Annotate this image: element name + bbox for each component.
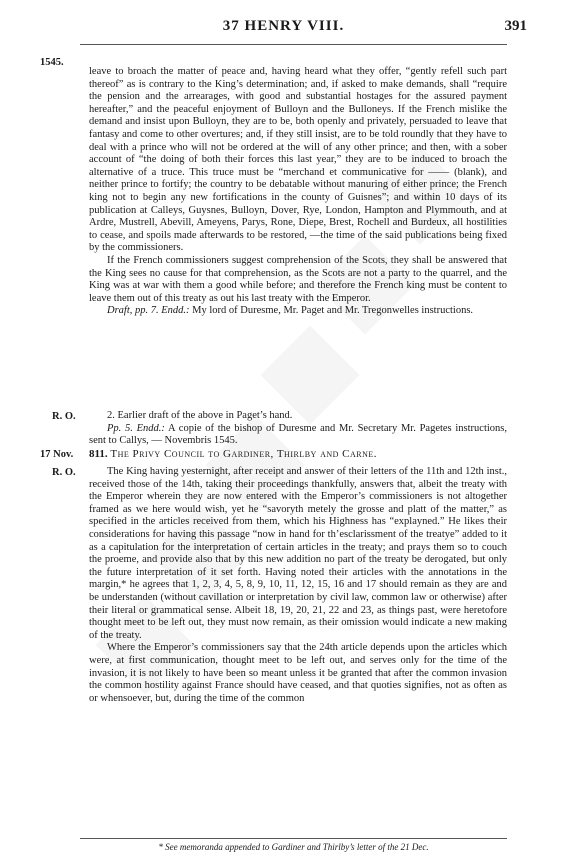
running-title: 37 HENRY VIII.: [222, 18, 345, 34]
margin-source-ro: R. O.: [52, 467, 76, 478]
header-rule: [80, 44, 507, 45]
footnote-rule: [80, 838, 507, 839]
page-number: 391: [504, 18, 527, 34]
entry-810-item2: [89, 410, 507, 448]
paragraph: leave to broach the matter of peace and, having heard what they offer, “gently refell such part thereof” as is contrary to the King’s determination; and, if asked to make demands, shall “require the pension and the arrearages, with good and substantial hostages for the assured payment hereafter,” and the peaceful enjoyment of Bulloyn and the Bulloneys. If the French mislike the demand and insist upon Bulloyn, they are to be, both openly and privately, persuaded to leave that fantasy and come to other overtures; and, if they still insist, are to be told roundly that they have to deal with a prince who will not be ordered at the will of any other prince; and then, with a sober account of “the doing of both their forces this last year,” they are to be induced to broach the alternative of a truce. This truce must be “merchand et communicative for —— (blank), and neither prince to fortify; the country to be debatable without manuring of either prince; the French king not to begin any new fortifications in the county of Guisnes”; and within 10 days of its publication at Calleys, Guysnes, Bulloyn, Dover, Rye, London, Hampton and Plymmouth, and at Ardre, Mustrell, Abevill, Ameyens, Parys, Rone, Diepe, Brest, Rochell and Burdeux, all hostilities to cease, and spoils made afterwards to be restored, —the time of the said publications being fixed by the commissioners.: [89, 66, 507, 254]
paragraph: If the French commissioners suggest comprehension of the Scots, they shall be answered that the King sees no cause for that comprehension, as the Scots are not a party to the quarrel, and the King was at war with them a good while before; and therefore the French king must be content to leave them out of this treaty as out his last treaty with the Emperor.: [89, 254, 507, 304]
item-2-note: [89, 423, 507, 448]
item-2-text: A copie of the bishop of Duresme and Mr. Secretary Mr. Pagetes instructions, sent to Callys, — Novembris 1545.: [89, 422, 507, 447]
item-2: 2. Earlier draft of the above in Paget’s hand.: [107, 410, 293, 421]
entry-number: 811.: [89, 448, 108, 460]
entry-title: The Privy Council to Gardiner, Thirlby and Carne.: [110, 448, 378, 460]
page-header: [0, 18, 567, 42]
footnote: * See memoranda appended to Gardiner and Thirlby’s letter of the 21 Dec.: [158, 842, 429, 852]
entry-811-heading: [89, 448, 507, 461]
entry-810-body: [89, 66, 507, 318]
margin-date: 17 Nov.: [40, 449, 74, 460]
margin-year: 1545.: [40, 57, 64, 68]
item-2-label: Pp. 5. Endd.:: [107, 422, 165, 434]
draft-text: My lord of Duresme, Mr. Paget and Mr. Tregonwelles instructions.: [189, 305, 474, 317]
entry-811-body: [89, 466, 507, 705]
draft-note: [89, 305, 507, 318]
paragraph: Where the Emperor’s commissioners say that the 24th article depends upon the articles which were, at first communication, thought meet to be left out, and serves only for the time of the invasion, it is not likely to have been so meant unless it be granted that after the common invasion the common hostility against France should have ceased, and that quoties signifies, not as often as or whensoever, but, during the time of the common: [89, 642, 507, 704]
paragraph: The King having yesternight, after receipt and answer of their letters of the 11th and 12th inst., received those of the 14th, taking their proceedings thankfully, answers that, albeit the treaty with the Emperor wherein they are now entered with the Emperor’s commissioners is not altogether framed as we here would wish, yet he “savoryth metely the grosse and platt of the matter,” as specified in the articles received from them, which his Highness has “explayned.” He likes their considerations for having this passage “now in hand for th’esclarissment of the treatye” added to it as a capitulation for the interpretation of certain articles in the treaty; and prays them so to couch the proeme, and provide also that by this new addition no part of the treaty be derogated, but only the future interpretation of it set forth. Having noted their articles with the annotations in the margin,* he agrees that 1, 2, 3, 4, 5, 8, 9, 10, 11, 12, 15, 16 and 17 should remain as they are and be understanden (without cavillation or interpretation by civil law, common law or otherwise) after their literal or grammatical sense. Albeit 18, 19, 20, 21, 22 and 23, as things past, were heretofore thought meet to be left out, they must now remain, as their omission would indicate a new making of the treaty.: [89, 466, 507, 641]
margin-source-ro: R. O.: [52, 411, 76, 422]
draft-label: Draft, pp. 7. Endd.:: [107, 305, 190, 317]
